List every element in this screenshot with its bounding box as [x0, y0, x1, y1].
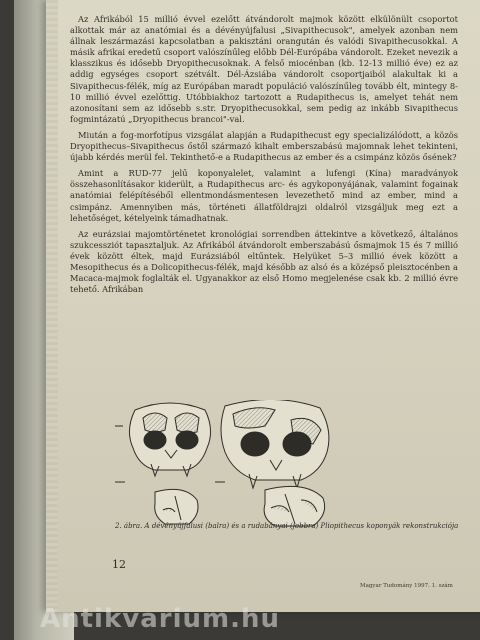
paragraph-2: Miután a fog-morfotípus vizsgálat alapján a Rudapithecust egy specializálódott, a közös Dryopithecus–Sivapithecus őstől származó kihalt emberszabású majomnak lehet tekinteni, újabb kérdés merül fel. Tekinthető-e a Rudapithecus az ember és a csimpánz közös ősének?	[70, 129, 458, 163]
right-skull-lateral	[264, 486, 325, 526]
figure-caption	[115, 522, 475, 532]
paragraph-1: Az Afrikából 15 millió évvel ezelőtt átvándorolt majmok között elkülönült csoportot alkottak már az anatómiai és a dévényújfalusi „Sivapithecusok", amelyek azonban nem állnak leszármazási kapcsolatban a pakisztáni orangután és valódi Sivapithecusokkal. A másik afrikai eredetű csoport valószínűleg előbb Dél-Európába vándorolt. Ezeket nevezik a klasszikus és idősebb Dryopithecusoknak. A felső miocénban (kb. 12-13 millió éve) ez az addig egységes csoport szétvált. Dél-Ázsiába vándorolt csoportjaiból alakultak ki a Sivapithecus-félék, míg az Európában maradt populáció valószínűleg tovább élt, mintegy 8-10 millió évvel ezelőttig. Utóbbiakhoz tartozott a Rudapithecus is, amelyet tehát nem azonosítani sem az idősebb s.str. Dryopithecusokkal, sem pedig az inkább Sivapithecus fogmintázatú „Dryopithecus brancoi"-val.	[70, 14, 458, 124]
caption-text: A dévényújfalusi (balra) és a rudabányai (jobbra) Pliopithecus koponyák rekonstrukciója	[144, 522, 459, 530]
skull-drawings	[115, 400, 455, 528]
body-text	[70, 14, 458, 297]
left-skull-lateral	[155, 489, 198, 524]
paragraph-4: Az eurázsiai majomtörténetet kronológiai sorrendben áttekintve a következő, általános szukcessziót tapasztaljuk. Az Afrikából átvándorolt emberszabású ősmajmok 15 és 7 millió évek között éltek, majd Eurázsiából eltűntek. Helyüket 5–3 millió évek között a Mesopithecus és a Dolicopithecus-félék, majd később az alsó és a középső pleisztocénben a Macaca-majmok foglalták el. Ugyanakkor az első Homo megjelenése csak kb. 2 millió évre tehető. Afrikában	[70, 228, 458, 295]
watermark-text: Antikvarium.hu	[40, 604, 280, 634]
page-stack-edge	[46, 0, 58, 612]
paragraph-3: Amint a RUD-77 jelű koponyalelet, valamint a lufengi (Kína) maradványok összehasonlításakor kiderült, a Rudapithecus arc- és agykoponyájának, valamint fogainak anatómiai felépítéséből ellentmondásmentesen levezethető mind az ember, mind a csimpánz. Amennyiben más, történeti állatföldrajzi oldalról vizsgáljuk meg ezt a lehetőséget, kételyeink támadhatnak.	[70, 168, 458, 223]
right-skull-front	[221, 400, 329, 494]
journal-reference: Magyar Tudomány 1997. 1. szám	[360, 583, 453, 589]
page-number: 12	[112, 558, 126, 571]
caption-number: 2. ábra.	[115, 522, 143, 530]
skull-reconstruction-figure	[115, 400, 455, 528]
left-skull-front	[129, 403, 210, 476]
